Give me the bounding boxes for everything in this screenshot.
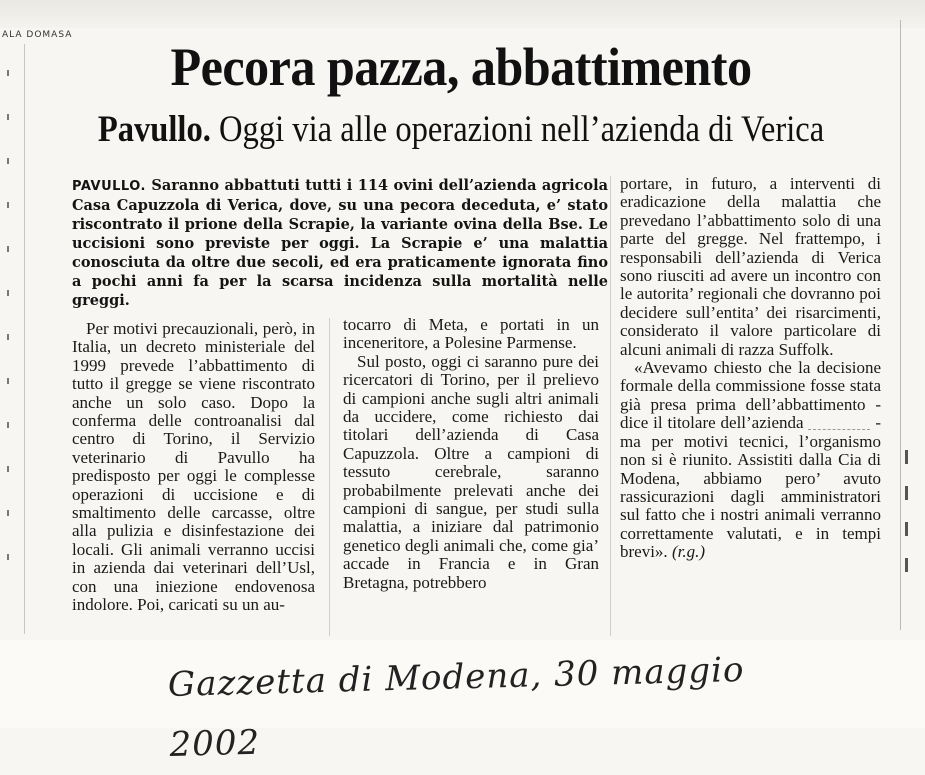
- body-paragraph-3: [620, 359, 881, 561]
- body-paragraph-1-continued: tocarro di Meta, e portati in un inceneritore, a Polesine Parmense.: [343, 315, 599, 353]
- subhead-text: Oggi via alle operazioni nell’azienda di Verica: [219, 109, 825, 150]
- scan-top-edge: [0, 0, 925, 28]
- quote-part-2: - ma per motivi tecnici, l’organismo non si è riunito. Assistiti dalla Cia di Modena, abbiamo pero’ avuto rassicurazioni dagli amministratori sul fatto che i nostri animali verranno correttamente valutati, e in tempi brevi».: [620, 413, 881, 562]
- subhead-location: Pavullo.: [97, 109, 211, 150]
- handwritten-source-note: Gazzetta di Modena, 30 maggio 2002: [167, 649, 745, 765]
- body-column-2: [343, 316, 599, 592]
- quote-part-1: «Avevamo chiesto che la decisione formale della commissione fosse stata già presa prima dell’abbattimento - dice il titolare dell’azienda: [620, 358, 881, 433]
- column-divider-1: [329, 318, 330, 636]
- subheadline: [82, 106, 841, 154]
- lead-text: Saranno abbattuti tutti i 114 ovini dell’azienda agricola Casa Capuzzola di Verica, dove, su una pecora deceduta, e’ stato riscontrato il prione della Scrapie, la variante ovina della Bse. Le uccisioni sono previste per oggi. La Scrapie e’ una malattia conosciuta da oltre due secoli, ed era praticamente ignorata fino a pochi anni fa per la scarsa incidenza sulla mortalità nelle greggi.: [72, 177, 608, 309]
- right-clipping-edge: [900, 20, 901, 630]
- lead-paragraph: [72, 176, 608, 310]
- column-divider-2: [610, 176, 611, 636]
- headline: Pecora pazza, abbattimento: [170, 37, 752, 97]
- body-paragraph-2-continued: portare, in futuro, a interventi di eradicazione della malattia che prevedano l’abbattimento solo di una parte del gregge. Nel frattempo, i responsabili dell’azienda di Verica sono riusciti ad avere un incontro con le autorita’ regionali che dovranno poi decidere sull’entita’ dei risarcimenti, considerato il valore particolare di alcuni animali di razza Suffolk.: [620, 174, 881, 359]
- body-paragraph-1: Per motivi precauzionali, però, in Italia, un decreto ministeriale del 1999 prevede l’abbattimento di tutto il gregge se viene riscontrato anche un solo caso. Dopo la conferma delle controanalisi dal centro di Torino, il Servizio veterinario di Pavullo ha predisposto per oggi le complesse operazioni di uccisione e di smaltimento delle carcasse, oltre alla pulizia e disinfestazione dei locali. Gli animali verranno uccisi in azienda dai veterinari dell’Usl, con una iniezione endovenosa indolore. Poi, caricati su un au-: [72, 319, 315, 615]
- clipping-top-fragment: ALA DOMASA: [2, 30, 73, 40]
- body-column-1: [72, 320, 315, 615]
- author-signature: (r.g.): [671, 542, 705, 562]
- body-paragraph-2: Sul posto, oggi ci saranno pure dei ricercatori di Torino, per il prelievo di campioni anche sugli altri animali da uccidere, come richiesto dai titolari dell’azienda di Casa Capuzzola. Oltre a campioni di tessuto cerebrale, saranno probabilmente prelevati anche dei campioni di sangue, per studi sulla malattia, a iniziare dal patrimonio genetico degli animali che, come gia’ accade in Francia e in Gran Bretagna, potrebbero: [343, 351, 599, 592]
- body-column-3: [620, 175, 881, 562]
- right-margin-marks: [905, 450, 915, 594]
- left-column-rule: [24, 44, 25, 634]
- redacted-name: [808, 419, 870, 430]
- left-margin-marks: [7, 70, 17, 598]
- lead-location: PAVULLO.: [72, 179, 146, 194]
